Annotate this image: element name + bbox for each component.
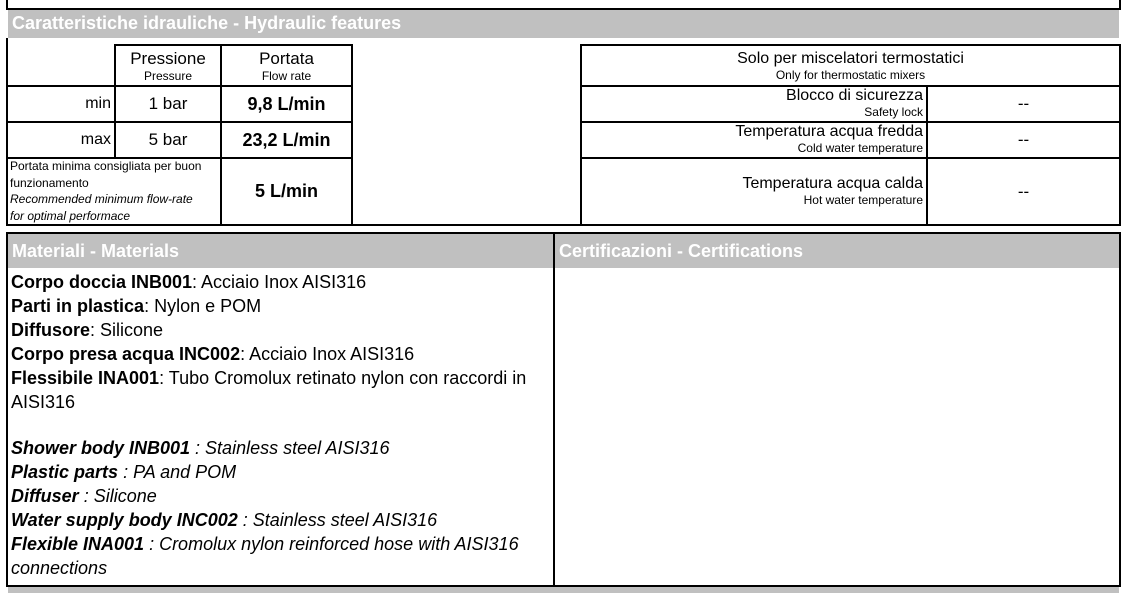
certifications-title: Certificazioni - Certifications [559,241,804,261]
safety-lock-label: Blocco di sicurezza [786,87,923,104]
materials-left-border [6,232,8,587]
min-flow-note [10,158,220,224]
thermostatic-header [580,44,1121,87]
materials-title: Materiali - Materials [12,241,180,261]
min-flow: 9,8 L/min [220,85,353,123]
min-flow-recommended-value: 5 L/min [220,157,353,226]
materials-list [11,270,556,580]
pressure-header [114,44,222,87]
hot-water-label: Temperatura acqua calda [742,175,923,192]
pressure-label-en: Pressure [143,68,193,83]
certifications-section-header [555,234,1119,268]
material-item-en: Flexible INA001 : Cromolux nylon reinforced hose with AISI316 connections [11,534,519,578]
max-flow: 23,2 L/min [220,121,353,159]
material-item-en: Plastic parts : PA and POM [11,462,237,482]
flow-label-en: Flow rate [261,68,312,83]
cold-water-label: Temperatura acqua fredda [735,123,923,140]
safety-lock-label-en: Safety lock [864,105,923,119]
min-pressure: 1 bar [114,85,222,123]
min-flow-note-it-2: funzionamento [10,175,89,190]
hydraulic-title: Caratteristiche idrauliche - Hydraulic features [12,13,402,33]
thermostatic-title-en: Only for thermostatic mixers [775,67,926,82]
materials-section-header [8,234,553,268]
cold-water-value: -- [926,121,1121,159]
hot-water-label-cell [580,157,928,226]
cold-water-label-en: Cold water temperature [797,141,923,155]
min-label: min [85,95,111,112]
min-flow-note-it-1: Portata minima consigliata per buon [10,159,202,173]
hot-water-label-en: Hot water temperature [803,193,923,207]
max-label: max [80,131,111,148]
material-item: Parti in plastica: Nylon e POM [11,296,262,316]
material-item: Corpo doccia INB001: Acciaio Inox AISI316 [11,272,367,292]
thermostatic-title: Solo per miscelatori termostatici [737,49,964,67]
material-item: Flessibile INA001: Tubo Cromolux retinato nylon con raccordi in AISI316 [11,368,527,412]
material-item-en: Water supply body INC002 : Stainless steel AISI316 [11,510,438,530]
hydraulic-section-header [8,10,1119,38]
hot-water-value: -- [926,157,1121,226]
max-pressure: 5 bar [114,121,222,159]
certifications-right-border [1119,232,1121,587]
pressure-label: Pressione [130,48,206,68]
flow-header [220,44,353,87]
min-flow-note-en-1: Recommended minimum flow-rate [10,192,193,206]
material-item-en: Diffuser : Silicone [11,486,157,506]
material-item: Diffusore: Silicone [11,320,164,340]
material-item-en: Shower body INB001 : Stainless steel AISI316 [11,438,390,458]
safety-lock-label-cell [580,85,928,123]
safety-lock-value: -- [926,85,1121,123]
min-flow-note-en-2: for optimal performace [10,208,131,223]
cold-water-label-cell [580,121,928,159]
flow-label: Portata [259,48,314,68]
material-item: Corpo presa acqua INC002: Acciaio Inox AISI316 [11,344,415,364]
next-section-bar [8,587,1119,593]
